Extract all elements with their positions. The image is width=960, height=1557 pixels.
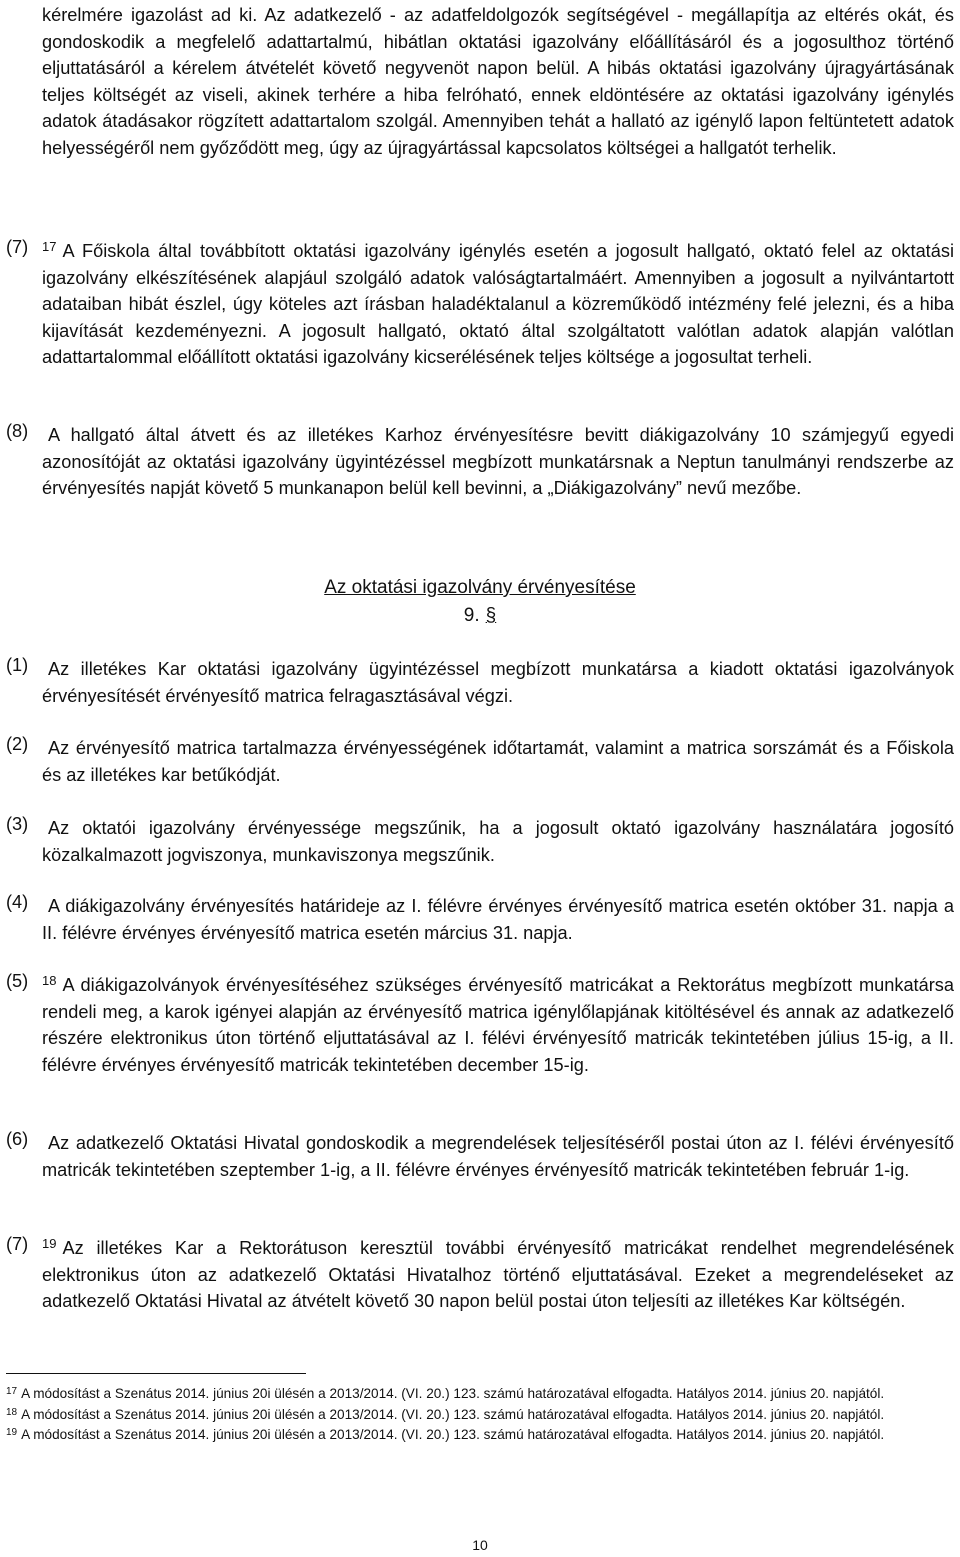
continuation-paragraph: kérelmére igazolást ad ki. Az adatkezelő - az adatfeldolgozók segítségével - megállapítja az eltérés okát, és gondoskodik a megfelelő adattartalmú, hibátlan oktatási igazolvány előállításáról és a jogosulthoz történő eljuttatásáról a kérelem átvételét követő negyvenöt napon belül. A hibás oktatási igazolvány újragyártásának teljes költségét az viseli, akinek terhére a hiba felróható, ennek eldöntésére az oktatási igazolvány igénylés adatok átadásakor rögzített adattartalom szolgál. Amennyiben tehát a hallató az igénylő lapon feltüntetett adatok helyességéről nem győződött meg, úgy az újragyártással kapcsolatos költségei a hallgatót terhelik. (42, 5, 954, 158)
paragraph-number: (2) (6, 734, 29, 754)
section-title (0, 575, 960, 601)
paragraph-item (6, 418, 954, 502)
section-title-text: Az oktatási igazolvány érvényesítése (324, 577, 636, 598)
footnote-reference[interactable]: 19 (42, 1236, 57, 1251)
paragraph-text: Az illetékes Kar oktatási igazolvány ügyintézéssel megbízott munkatársa a kiadott oktatási igazolványok érvényesítését érvényesítő matrica felragasztásával végzi. (42, 659, 954, 706)
paragraph-item (6, 889, 954, 946)
paragraph-number: (1) (6, 655, 29, 675)
paragraph-number: (5) (6, 971, 29, 991)
paragraph-item (6, 731, 954, 788)
paragraph-text: A Főiskola által továbbított oktatási igazolvány igénylés esetén a jogosult hallgató, oktató felel az oktatási igazolvány elkészítésének alapjául szolgáló adatok valóságtartalmáért. Amennyiben a jogosult a nyilvántartott adataiban hibát észlel, úgy köteles azt írásban haladéktalanul a közreműködő intézmény felé jelezni, és a hiba kijavítását kezdeményezni. A jogosult hallgató, oktató által szolgáltatott valótlan adatok alapján valótlan adattartalommal előállított oktatási igazolvány kicserélésének teljes költsége a jogosultat terheli. (42, 241, 954, 367)
paragraph-number: (7) (6, 1234, 29, 1254)
section-symbol: § (485, 605, 497, 626)
footnote-number: 17 (6, 1386, 18, 1397)
paragraph-item (6, 968, 954, 1078)
paragraph-number: (3) (6, 814, 29, 834)
paragraph-text: Az adatkezelő Oktatási Hivatal gondoskodik a megrendelések teljesítéséről postai úton az I. félévi érvényesítő matricák tekintetében szeptember 1-ig, a II. félévre érvényes érvényesítő matricák tekintetében február 1-ig. (42, 1133, 954, 1180)
paragraph-item (6, 1126, 954, 1183)
paragraph-item (6, 1231, 954, 1315)
paragraph-text: Az illetékes Kar a Rektorátuson keresztül további érvényesítő matricákat rendelhet megrendelésének elektronikus úton az adatkezelő Oktatási Hivatalhoz történő eljuttatásával. Ezeket a megrendeléseket az adatkezelő Oktatási Hivatal az átvételt követő 30 napon belül postai úton teljesíti az illetékes Kar költségén. (42, 1238, 954, 1311)
paragraph-item (6, 652, 954, 709)
footnotes (6, 1383, 954, 1445)
paragraph-number: (8) (6, 421, 29, 441)
section-number (0, 603, 960, 629)
footnote-reference[interactable]: 17 (42, 239, 57, 254)
paragraph-text: Az oktatói igazolvány érvényessége megszűnik, ha a jogosult oktató igazolvány használatára jogosító közalkalmazott jogviszonya, munkaviszonya megszűnik. (42, 818, 954, 865)
footnote-text: A módosítást a Szenátus 2014. június 20i ülésén a 2013/2014. (VI. 20.) 123. számú határozatával elfogadta. Hatályos 2014. június 20. napjától. (21, 1427, 885, 1442)
footnote-number: 19 (6, 1427, 18, 1438)
footnote-text: A módosítást a Szenátus 2014. június 20i ülésén a 2013/2014. (VI. 20.) 123. számú határozatával elfogadta. Hatályos 2014. június 20. napjától. (21, 1386, 885, 1401)
footnote-reference[interactable]: 18 (42, 973, 57, 988)
paragraph-number: (4) (6, 892, 29, 912)
footnote-separator (6, 1373, 306, 1374)
footnote-number: 18 (6, 1406, 18, 1418)
paragraph-item (6, 811, 954, 868)
paragraph-number: (6) (6, 1129, 29, 1149)
paragraph-item (6, 234, 954, 371)
footnote-text: A módosítást a Szenátus 2014. június 20i ülésén a 2013/2014. (VI. 20.) 123. számú határozatával elfogadta. Hatályos 2014. június 20. napjától. (21, 1406, 885, 1422)
paragraph-text: A diákigazolvány érvényesítés határideje az I. félévre érvényes érvényesítő matrica esetén október 31. napja a II. félévre érvényes érvényesítő matrica esetén március 31. napja. (42, 896, 954, 943)
paragraph-text: A hallgató által átvett és az illetékes Karhoz érvényesítésre bevitt diákigazolvány 10 számjegyű egyedi azonosítóját az oktatási igazolvány ügyintézéssel megbízott munkatársnak a Neptun tanulmányi rendszerbe az érvényesítés napját követő 5 munkanapon belül kell bevinni, a „Diákigazolvány” nevű mezőbe. (42, 425, 954, 498)
footnote (6, 1404, 954, 1425)
paragraph-text: Az érvényesítő matrica tartalmazza érvényességének időtartamát, valamint a matrica sorszámát és a Főiskola és az illetékes kar betűkódját. (42, 738, 954, 785)
page-number: 10 (472, 1537, 488, 1553)
section-number-text: 9. (463, 605, 480, 626)
paragraph-text: A diákigazolványok érvényesítéséhez szükséges érvényesítő matricákat a Rektorátus megbízott munkatársa rendeli meg, a karok igényei alapján az érvényesítő matrica igénylőlapjának kitöltésével és annak az adatkezelő részére elektronikus úton történő eljuttatásával az I. félévi érvényesítő matricák tekintetében július 15-ig, a II. félévre érvényes érvényesítő matricák tekintetében december 15-ig. (42, 975, 954, 1075)
footnote (6, 1383, 954, 1404)
paragraph-number: (7) (6, 237, 29, 257)
footnote (6, 1424, 954, 1445)
